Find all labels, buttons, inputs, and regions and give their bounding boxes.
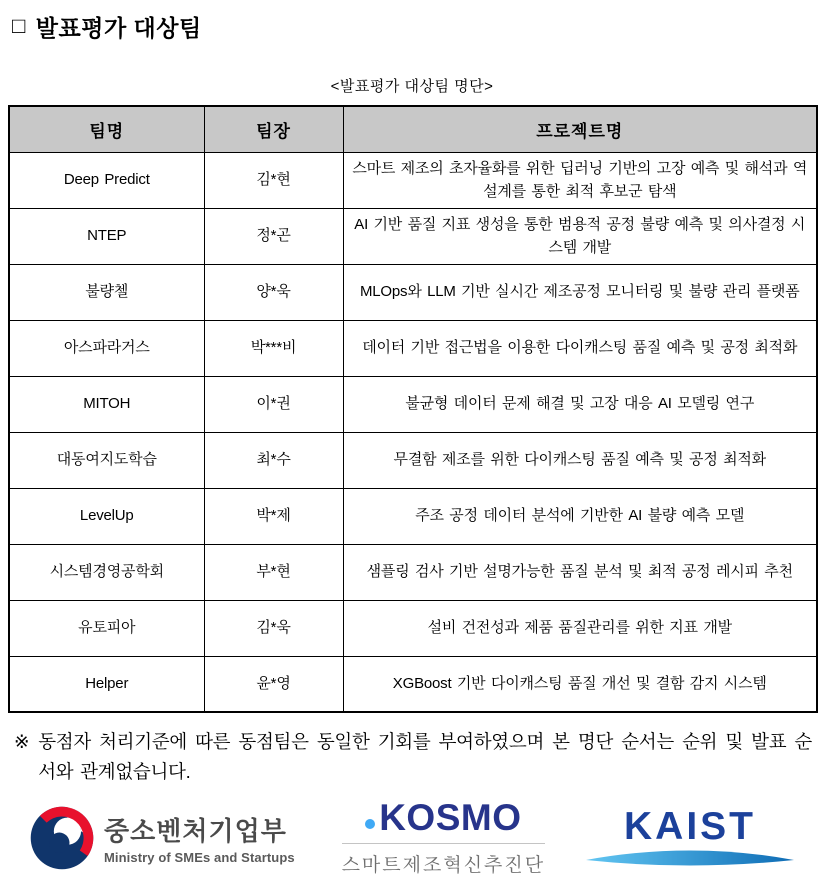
kosmo-subtitle: 스마트제조혁신추진단	[342, 843, 546, 877]
table-caption: <발표평가 대상팀 명단>	[330, 78, 494, 95]
mss-taegeuk-icon	[28, 804, 96, 872]
table-row	[9, 432, 817, 488]
team-name-cell: 불량첼	[9, 264, 204, 320]
kosmo-wordmark	[365, 799, 521, 836]
table-header-row	[9, 106, 817, 152]
column-header-leader: 팀장	[204, 106, 343, 152]
table-row	[9, 320, 817, 376]
evaluation-team-table	[8, 105, 818, 713]
team-name-cell: Helper	[9, 656, 204, 712]
team-leader-cell: 정*곤	[204, 208, 343, 264]
project-name-cell: 샘플링 검사 기반 설명가능한 품질 분석 및 최적 공정 레시피 추천	[343, 544, 817, 600]
project-name-cell: 데이터 기반 접근법을 이용한 다이캐스팅 품질 예측 및 공정 최적화	[343, 320, 817, 376]
column-header-team: 팀명	[9, 106, 204, 152]
kaist-wordmark-text: KAIST	[624, 804, 756, 848]
project-name-cell: 불균형 데이터 문제 해결 및 고장 대응 AI 모델링 연구	[343, 376, 817, 432]
table-row	[9, 600, 817, 656]
footnote	[0, 727, 824, 786]
table-row	[9, 488, 817, 544]
team-name-cell: MITOH	[9, 376, 204, 432]
mss-name-english: Ministry of SMEs and Startups	[104, 850, 295, 865]
table-row	[9, 152, 817, 208]
team-leader-cell: 최*수	[204, 432, 343, 488]
kaist-logo	[586, 804, 794, 870]
mss-name-korean: 중소벤처기업부	[104, 816, 287, 846]
table-row	[9, 264, 817, 320]
team-name-cell: Deep Predict	[9, 152, 204, 208]
kosmo-logo	[342, 799, 546, 877]
table-row	[9, 376, 817, 432]
team-leader-cell: 박*제	[204, 488, 343, 544]
team-name-cell: LevelUp	[9, 488, 204, 544]
project-name-cell: MLOps와 LLM 기반 실시간 제조공정 모니터링 및 불량 관리 플랫폼	[343, 264, 817, 320]
team-leader-cell: 이*권	[204, 376, 343, 432]
page-title	[0, 0, 824, 43]
project-name-cell: 주조 공정 데이터 분석에 기반한 AI 불량 예측 모델	[343, 488, 817, 544]
team-name-cell: 시스템경영공학회	[9, 544, 204, 600]
project-name-cell: 무결함 제조를 위한 다이캐스팅 품질 예측 및 공정 최적화	[343, 432, 817, 488]
column-header-project: 프로젝트명	[343, 106, 817, 152]
team-leader-cell: 윤*영	[204, 656, 343, 712]
footnote-text: 동점자 처리기준에 따른 동점팀은 동일한 기회를 부여하였으며 본 명단 순서는 순위 및 발표 순서와 관계없습니다.	[38, 731, 812, 782]
kaist-swoosh-icon	[586, 850, 794, 870]
team-leader-cell: 김*욱	[204, 600, 343, 656]
team-name-cell: 아스파라거스	[9, 320, 204, 376]
project-name-cell: AI 기반 품질 지표 생성을 통한 범용적 공정 불량 예측 및 의사결정 시스템 개발	[343, 208, 817, 264]
project-name-cell: 스마트 제조의 초자율화를 위한 딥러닝 기반의 고장 예측 및 해석과 역설계를 통한 최적 후보군 탐색	[343, 152, 817, 208]
table-row	[9, 544, 817, 600]
team-name-cell: 대동여지도학습	[9, 432, 204, 488]
page-title-text: 발표평가 대상팀	[35, 15, 202, 41]
team-leader-cell: 김*현	[204, 152, 343, 208]
reference-mark-icon: ※	[14, 731, 30, 752]
table-row	[9, 656, 817, 712]
logo-strip	[0, 793, 824, 883]
kosmo-wordmark-text: KOSMO	[379, 797, 522, 838]
team-name-cell: 유토피아	[9, 600, 204, 656]
square-bullet-icon: □	[12, 12, 26, 38]
team-leader-cell: 부*현	[204, 544, 343, 600]
team-leader-cell: 박***비	[204, 320, 343, 376]
mss-wordmark	[104, 811, 295, 865]
mss-logo	[28, 804, 295, 872]
table-row	[9, 208, 817, 264]
team-name-cell: NTEP	[9, 208, 204, 264]
team-leader-cell: 양*욱	[204, 264, 343, 320]
project-name-cell: 설비 건전성과 제품 품질관리를 위한 지표 개발	[343, 600, 817, 656]
kosmo-dot-icon	[365, 819, 375, 829]
project-name-cell: XGBoost 기반 다이캐스팅 품질 개선 및 결함 감지 시스템	[343, 656, 817, 712]
